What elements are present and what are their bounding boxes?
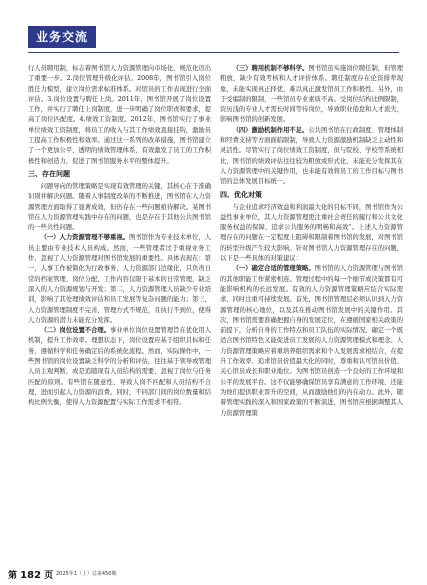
section-heading-problems: 三、存在问题 [28,169,70,178]
issue-1-paragraph [28,233,211,326]
left-column [28,64,211,556]
page-number-suffix: 页 [44,571,54,581]
issue-2-paragraph [28,326,211,408]
page-number [8,568,53,581]
problems-intro-paragraph: 问题导向的管理策略是实现有效管理的关键，其核心在于准确识别并解决问题。随着人事制度改革的不断推进，图书馆在人力资源管理方面取得了显著成效，但仍存在一些问题亟待解决。某图书馆在人力资源管理实践中存在的问题，也是存在于其他公共图书馆的一些共性问题。 [28,182,211,232]
issue-4-body: 公共图书馆在行政制度、管理体制和经费支持等方面面临限制，导致人力资源激励机制缺乏主动性和灵活性。尽管实行了岗位绩效工资制度，但与院校、学校等系统相比，图书馆的绩效评估往往较为粗放或形式化，未能充分发挥其在人力资源管理中的关键作用，也未能有效将员工的工作目标与图书馆的总体发展目标统一。 [220,126,403,186]
countermeasures-intro-paragraph: 与企业追求经济效益和利润最大化的目标不同，图书馆作为公益性事业单位，其人力资源管理更注重社会责任的履行和公共文化服务权益的保障，追求公共服务的明畅和高效“。上述人力资源管理存在的问题在一定程度上阻碍和限制着图书馆的发展，对图书馆的转型升级产生较大影响。针对图书馆人力资源管理存在的问题，以下是一些具体的对策建议： [220,203,403,263]
page-number-prefix: 第 [8,571,18,581]
intro-paragraph: 行人员聘用制，标志着图书馆人力资源管理向市场化、规范化迈出了重要一步。2.岗位管理升级化评估。2008年，图书馆引入岗位胜任力模型，建立岗位需求标准体系。对馆员的工作表现进行全面评估。3.岗位设置与聘任上岗。2011年，图书馆开展了岗位设置工作，并实行了聘任上岗制度，进一步明确了岗位职责和要求，提高了岗位匹配度。4.绩效工资制度。2012年，图书馆实行了事业单位绩效工资制度，将员工的收入与其工作绩效直接挂钩，激励员工提高工作积极性和效率。通过这一系列的改革措施，图书馆建立了一个更加公平、透明的绩效管理体系，有效激发了员工的工作积极性和创造力，促进了图书馆服务水平的整体提升。 [28,65,211,165]
issue-2-title: （二）岗位设置不合理。 [40,327,111,335]
section-label: 业务交流 [28,26,96,48]
issue-1-title: （一）人力资源管理不够重视。 [40,234,129,242]
issue-4-paragraph [220,126,403,188]
issue-4-title: （四）激励机制作用不足。 [232,126,309,134]
measure-1-paragraph [220,264,403,418]
section-heading-countermeasures: 四、优化对策 [220,190,262,199]
page-footer [0,566,427,585]
issue-3-title: （三）聘用机制不够科学。 [232,65,309,72]
page-number-value: 182 [20,570,42,581]
header-rule [28,52,399,53]
issue-2-body: 事业单位岗位设置管理旨在优化用人机制，提升工作效率。理想状态下，岗位设置应基于组织目标和任务，遵循科学和任务确定后的系统化流程。然而，实际操作中，一些图书馆的岗位设置缺乏科学的分析和评估，往往基于领导或管理人员主观判断，或是追随现有人员结构的需要，忽视了岗位与任务匹配的原则。有些馆在随意性、导致人岗不匹配和人员结构不合理，进而引起人力资源的浪费。同时，不同部门间的岗位数量和结构比例失衡，使得人力资源配置与实际工作需求不相符。 [28,327,211,407]
measure-1-body: 图书馆的人力资源管理与图书馆的其他职能工作紧密相连。管理过程中的每一个细节或决策都有可能影响机构的长远发展。有效的人力资源管理策略应结合实际需求，同时注重可持续发展。首先，图书馆管理层必须认识到人力资源管理的核心地位，以及其在推动图书馆发展中的关键作用。其次，图书馆需要准确把握自身的发展定位，在遵循国家相关政策的前提下，分析自身的工作特点和员工队伍的实际情况，确定一个既适合图书馆特色又能促进员工发展的人力资源管理模式和理念。人力资源管理策略应着重培养组织需求和个人发展需求相结合，在提升工作效率、追求馆员价值最大化的同时，尊重和认可馆员价值、关心馆员成长和职业地位。为图书馆员创造一个良好的工作环境和公平的发展平台。这不仅能够确保馆员享有满意的工作环境，还能为他们提供职业晋升的空间，从而激励他们的内在动力。此外，随着管理实践的深入和国家政策的不断演进，图书馆应根据调整其人力资源管理策 [220,265,403,417]
issue-info: 2025年1（上）总第450期 [56,571,117,577]
issue-1-body: 图书馆作为专业技术单位，人员主要由专业技术人员构成。然而，一些管理者过于重视业务工作，忽视了人力资源管理对图书馆发展的重要性。具体表现在：第一，人事工作被简化为行政事务，人力资源部门边缘化，只负责日常的档案管理、岗位分配、工作内容仅限于基本的日常管理，缺乏深入的人力资源规划与开发；第二，人力资源管理人员缺少专业培训，影响了其处理绩效评估和员工发展等复杂问题的能力；第三，人力资源管理制度不完善，管理方式不规范，且执行不到位，使得人力资源的潜力未能充分发挥。 [28,234,211,324]
measure-1-title: （一）确定合适的管理策略。 [232,265,315,273]
issue-3-paragraph [220,64,403,126]
page-header [0,0,427,60]
issue-3-body: 图书馆虽实施岗位聘任制，但管理粗放，缺少有效考核和人才评价体系。聘任制度存在论资排辈现象，未能实现真正择优，难以真正激发馆员工作积极性。另外，由于受编制的限制，一些馆员专业素质不高。受岗位结构比例限制，资历浅的专业人才需长时间等待岗位，导致职业倦怠和人才流失，影响图书馆的创新发展。 [220,65,403,124]
right-column [220,64,403,556]
